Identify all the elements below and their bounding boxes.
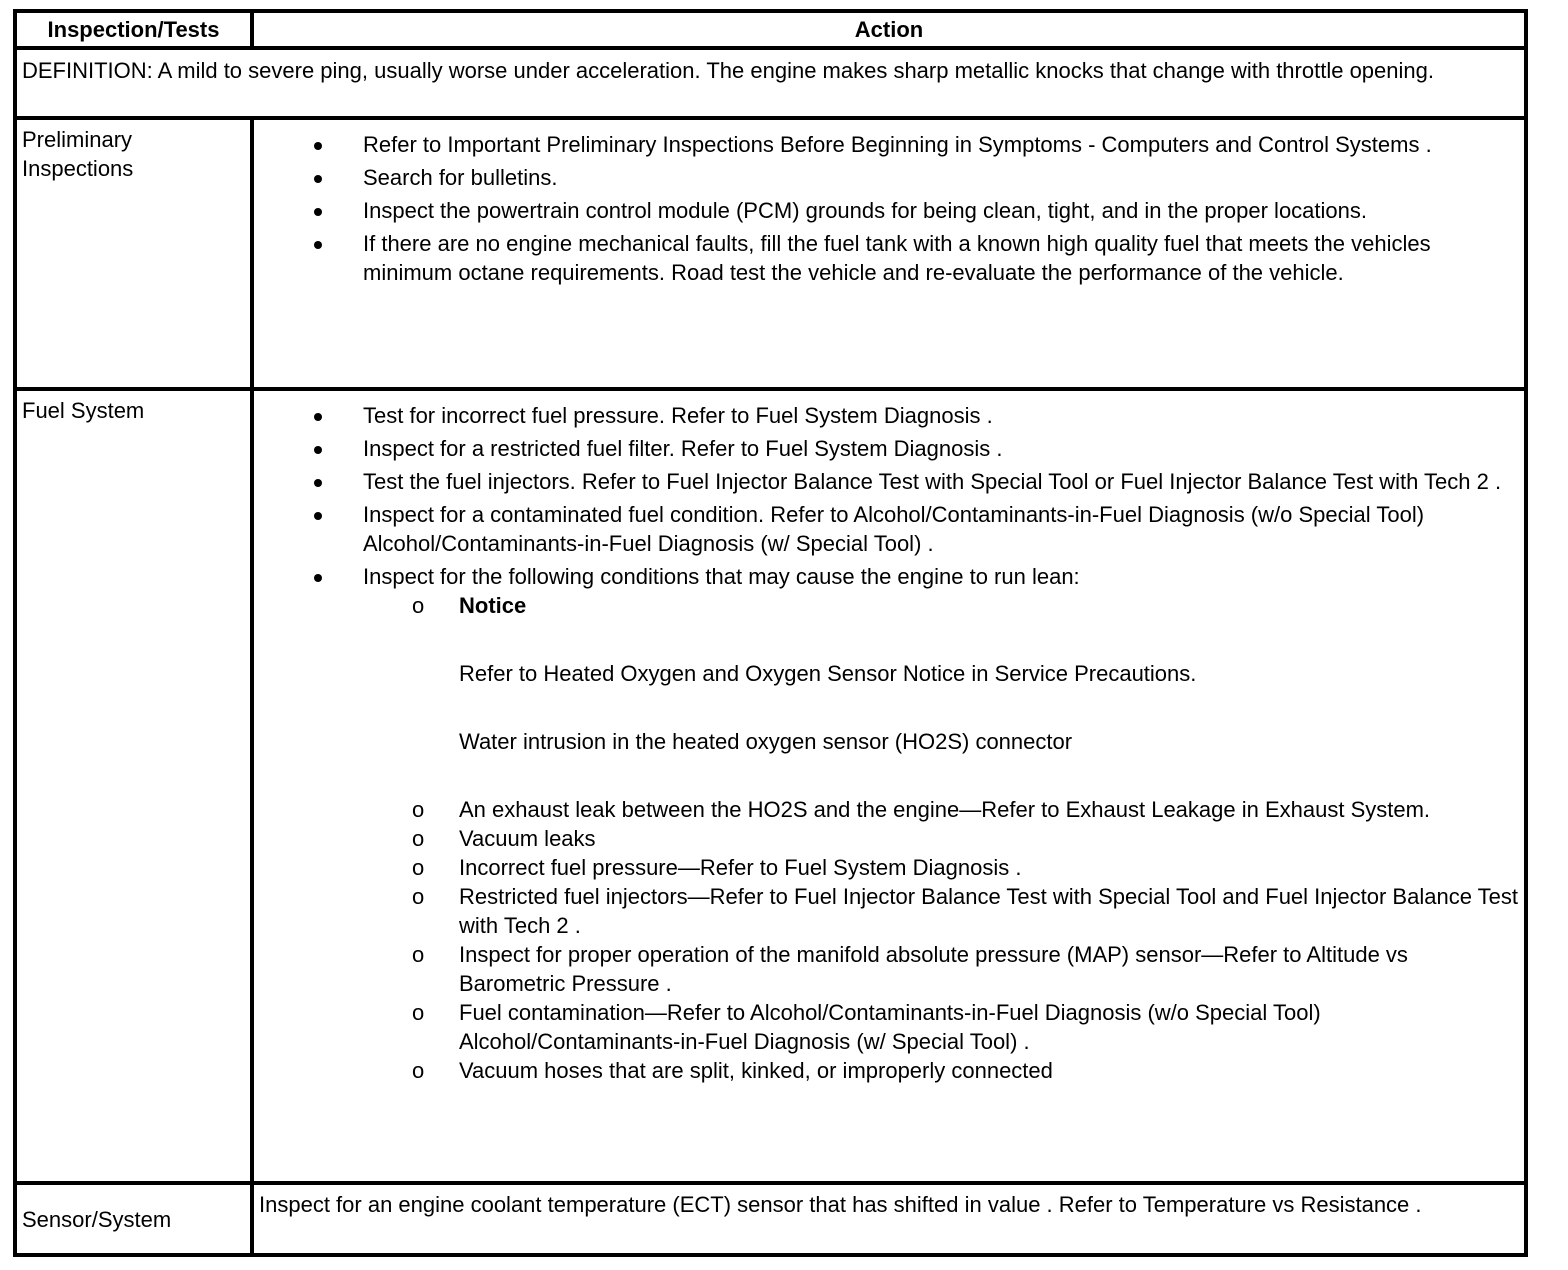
item-text: Test for incorrect fuel pressure. Refer to Fuel System Diagnosis . [363,403,993,428]
notice-item-text: Water intrusion in the heated oxygen sensor (HO2S) connector [459,729,1073,754]
header-inspection-tests: Inspection/Tests [15,11,252,48]
list-item [259,1056,1519,1085]
list-item [259,998,1519,1056]
item-text: Inspect the powertrain control module (PCM) grounds for being clean, tight, and in the proper locations. [363,198,1367,223]
list-item [259,229,1519,287]
notice-text: Refer to Heated Oxygen and Oxygen Sensor Notice in Service Precautions. [459,661,1197,686]
circle-bullet-icon: o [412,1058,425,1083]
item-text: Refer to Important Preliminary Inspections Before Beginning in Symptoms - Computers and Control Systems . [363,132,1432,157]
list-item [259,853,1519,882]
list-item [259,562,1519,1085]
list-item [259,401,1519,430]
bullet-icon [314,208,322,216]
circle-bullet-icon: o [412,855,425,880]
circle-bullet-icon: o [412,942,425,967]
header-action: Action [252,11,1526,48]
preliminary-list [259,130,1519,287]
fuel-system-label: Fuel System [15,389,252,1183]
list-item [259,434,1519,463]
list-item [259,882,1519,940]
bullet-icon [314,413,322,421]
item-text: Fuel contamination—Refer to Alcohol/Contaminants-in-Fuel Diagnosis (w/o Special Tool) Alcohol/Contaminants-in-Fuel Diagnosis (w/ Special Tool) . [459,1000,1321,1054]
lean-conditions-list [259,591,1519,1085]
item-text: Vacuum hoses that are split, kinked, or improperly connected [459,1058,1053,1083]
circle-bullet-icon: o [412,884,425,909]
sensor-system-text: Inspect for an engine coolant temperature (ECT) sensor that has shifted in value . Refer to Temperature vs Resistance . [252,1183,1526,1255]
bullet-icon [314,241,322,249]
preliminary-label: Preliminary Inspections [15,118,252,389]
notice-item [259,591,1519,756]
list-item [259,795,1519,824]
sensor-system-label: Sensor/System [15,1183,252,1255]
circle-bullet-icon: o [412,593,425,618]
bullet-icon [314,175,322,183]
circle-bullet-icon: o [412,797,425,822]
bullet-icon [314,446,322,454]
list-item [259,130,1519,159]
bullet-icon [314,479,322,487]
fuel-system-row [15,389,1526,1183]
item-text: Inspect for the following conditions that may cause the engine to run lean: [363,564,1080,589]
circle-bullet-icon: o [412,826,425,851]
notice-title: Notice [459,593,527,618]
list-item [259,467,1519,496]
item-text: Vacuum leaks [459,826,596,851]
bullet-icon [314,512,322,520]
item-text: Inspect for a restricted fuel filter. Refer to Fuel System Diagnosis . [363,436,1003,461]
bullet-icon [314,574,322,582]
circle-bullet-icon: o [412,1000,425,1025]
item-text: Incorrect fuel pressure—Refer to Fuel System Diagnosis . [459,855,1022,880]
list-item [259,196,1519,225]
item-text: Test the fuel injectors. Refer to Fuel Injector Balance Test with Special Tool or Fuel Injector Balance Test with Tech 2 . [363,469,1502,494]
header-row [15,11,1526,48]
list-item [259,940,1519,998]
item-text: Restricted fuel injectors—Refer to Fuel Injector Balance Test with Special Tool and Fuel Injector Balance Test with Tech 2 . [459,884,1518,938]
preliminary-row [15,118,1526,389]
diagnostic-table [13,9,1528,1257]
definition-text: DEFINITION: A mild to severe ping, usually worse under acceleration. The engine makes sharp metallic knocks that change with throttle opening. [15,48,1526,118]
item-text: Inspect for a contaminated fuel condition. Refer to Alcohol/Contaminants-in-Fuel Diagnosis (w/o Special Tool) Alcohol/Contaminants-in-Fuel Diagnosis (w/ Special Tool) . [363,502,1425,556]
bullet-icon [314,142,322,150]
item-text: If there are no engine mechanical faults, fill the fuel tank with a known high quality fuel that meets the vehicles minimum octane requirements. Road test the vehicle and re-evaluate the performance of the vehicle. [363,231,1431,285]
list-item [259,500,1519,558]
item-text: An exhaust leak between the HO2S and the engine—Refer to Exhaust Leakage in Exhaust System. [459,797,1431,822]
list-item [259,824,1519,853]
list-item [259,163,1519,192]
definition-row [15,48,1526,118]
sensor-system-row [15,1183,1526,1255]
item-text: Inspect for proper operation of the manifold absolute pressure (MAP) sensor—Refer to Altitude vs Barometric Pressure . [459,942,1408,996]
item-text: Search for bulletins. [363,165,558,190]
fuel-list [259,401,1519,1085]
